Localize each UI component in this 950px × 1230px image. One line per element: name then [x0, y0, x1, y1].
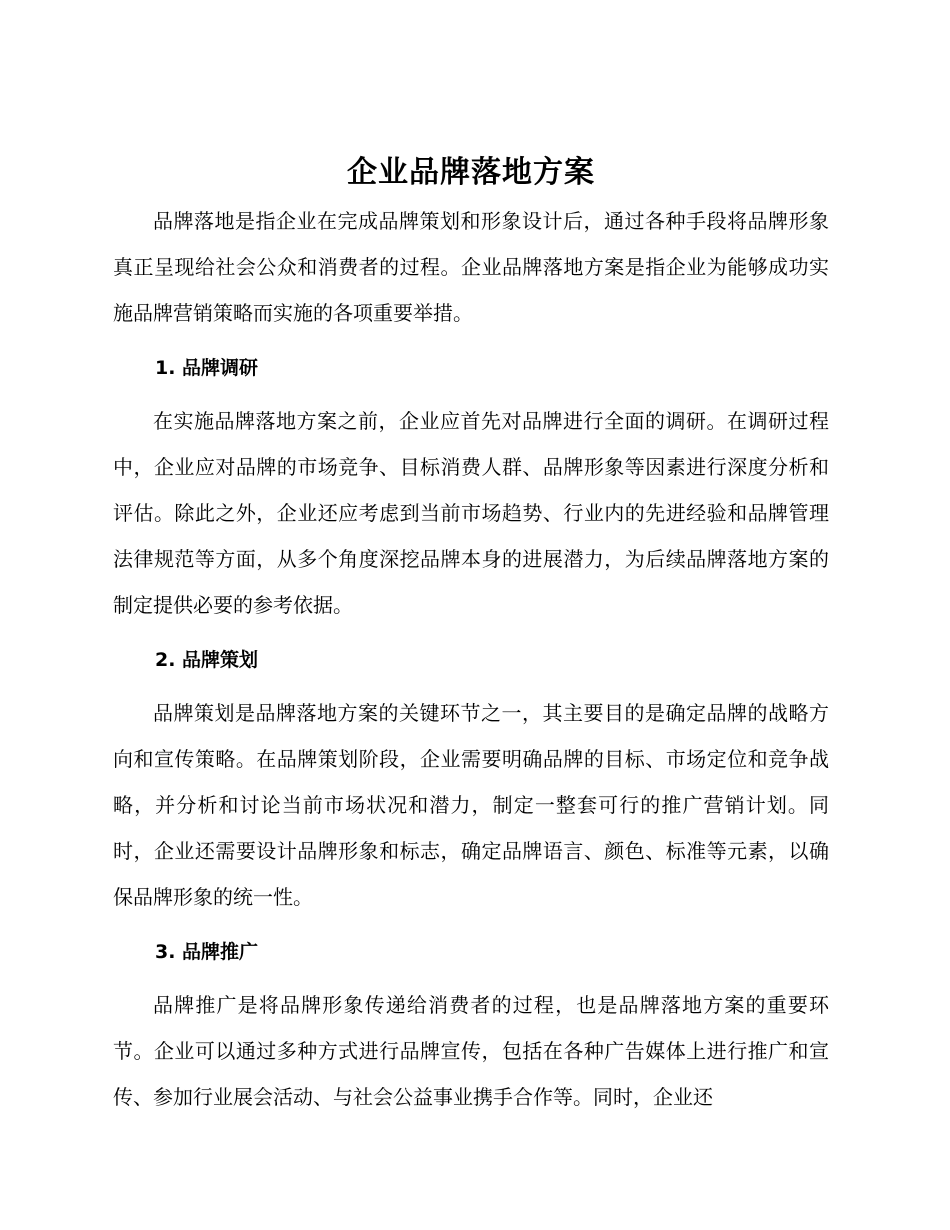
document-page [113, 150, 829, 1120]
section-brand-planning [113, 640, 829, 920]
section-heading: 3. 品牌推广 [155, 941, 259, 963]
section-brand-promotion [113, 932, 829, 1120]
section-paragraph: 品牌推广是将品牌形象传递给消费者的过程，也是品牌落地方案的重要环节。企业可以通过多种方式进行品牌宣传，包括在各种广告媒体上进行推广和宣传、参加行业展会活动、与社会公益事业携手合作等。同时，企业还 [113, 993, 829, 1109]
section-paragraph: 在实施品牌落地方案之前，企业应首先对品牌进行全面的调研。在调研过程中，企业应对品牌的市场竞争、目标消费人群、品牌形象等因素进行深度分析和评估。除此之外，企业还应考虑到当前市场趋势、行业内的先进经验和品牌管理法律规范等方面，从多个角度深挖品牌本身的进展潜力，为后续品牌落地方案的制定提供必要的参考依据。 [113, 409, 829, 617]
document-title: 企业品牌落地方案 [347, 155, 595, 190]
section-heading: 1. 品牌调研 [155, 357, 259, 379]
intro-paragraph: 品牌落地是指企业在完成品牌策划和形象设计后，通过各种手段将品牌形象真正呈现给社会公众和消费者的过程。企业品牌落地方案是指企业为能够成功实施品牌营销策略而实施的各项重要举措。 [113, 209, 829, 325]
section-heading: 2. 品牌策划 [155, 649, 259, 671]
section-brand-research [113, 348, 829, 628]
section-paragraph: 品牌策划是品牌落地方案的关键环节之一，其主要目的是确定品牌的战略方向和宣传策略。在品牌策划阶段，企业需要明确品牌的目标、市场定位和竞争战略，并分析和讨论当前市场状况和潜力，制定一整套可行的推广营销计划。同时，企业还需要设计品牌形象和标志，确定品牌语言、颜色、标准等元素，以确保品牌形象的统一性。 [113, 701, 829, 909]
